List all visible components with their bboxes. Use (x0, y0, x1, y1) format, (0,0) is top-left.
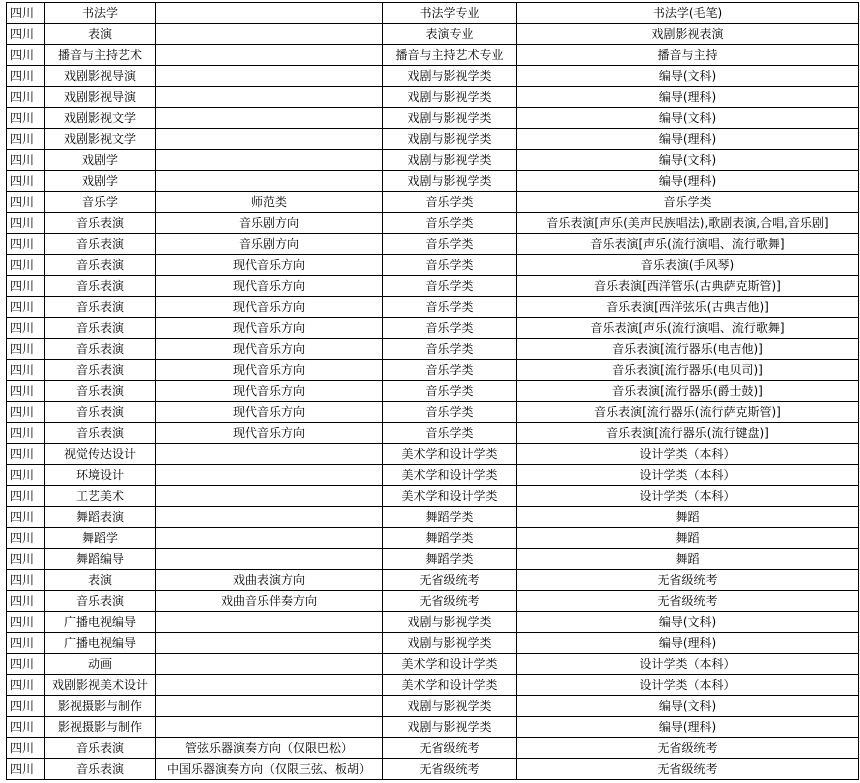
province-cell: 四川 (7, 24, 45, 45)
major-cell: 音乐表演 (45, 402, 156, 423)
category-cell: 美术学和设计学类 (383, 654, 517, 675)
direction-cell: 音乐剧方向 (156, 213, 383, 234)
category-cell: 无省级统考 (383, 759, 517, 780)
category-cell: 戏剧与影视学类 (383, 87, 517, 108)
exam-cell: 无省级统考 (517, 591, 859, 612)
category-cell: 表演专业 (383, 24, 517, 45)
category-cell: 音乐学类 (383, 423, 517, 444)
province-cell: 四川 (7, 276, 45, 297)
table-row (7, 339, 859, 360)
table-row (7, 24, 859, 45)
major-cell: 音乐表演 (45, 423, 156, 444)
major-cell: 戏剧影视导演 (45, 87, 156, 108)
exam-cell: 无省级统考 (517, 759, 859, 780)
table-row (7, 381, 859, 402)
table-row (7, 45, 859, 66)
province-cell: 四川 (7, 255, 45, 276)
province-cell: 四川 (7, 696, 45, 717)
direction-cell (156, 654, 383, 675)
category-cell: 音乐学类 (383, 192, 517, 213)
direction-cell (156, 465, 383, 486)
exam-cell: 设计学类（本科） (517, 675, 859, 696)
exam-cell: 音乐学类 (517, 192, 859, 213)
exam-cell: 设计学类（本科） (517, 654, 859, 675)
province-cell: 四川 (7, 213, 45, 234)
exam-cell: 音乐表演[流行器乐(电吉他)] (517, 339, 859, 360)
major-cell: 音乐表演 (45, 255, 156, 276)
exam-cell: 编导(理科) (517, 129, 859, 150)
major-cell: 广播电视编导 (45, 633, 156, 654)
major-cell: 书法学 (45, 3, 156, 24)
category-cell: 美术学和设计学类 (383, 444, 517, 465)
category-cell: 舞蹈学类 (383, 507, 517, 528)
province-cell: 四川 (7, 171, 45, 192)
exam-cell: 编导(文科) (517, 66, 859, 87)
province-cell: 四川 (7, 381, 45, 402)
major-cell: 表演 (45, 570, 156, 591)
table-row (7, 192, 859, 213)
table-row (7, 318, 859, 339)
direction-cell: 现代音乐方向 (156, 255, 383, 276)
category-cell: 美术学和设计学类 (383, 675, 517, 696)
exam-cell: 设计学类（本科） (517, 444, 859, 465)
exam-cell: 音乐表演[流行器乐(流行键盘)] (517, 423, 859, 444)
direction-cell: 现代音乐方向 (156, 381, 383, 402)
direction-cell: 现代音乐方向 (156, 402, 383, 423)
province-cell: 四川 (7, 486, 45, 507)
major-cell: 音乐表演 (45, 318, 156, 339)
category-cell: 戏剧与影视学类 (383, 696, 517, 717)
province-cell: 四川 (7, 3, 45, 24)
direction-cell: 现代音乐方向 (156, 297, 383, 318)
major-cell: 播音与主持艺术 (45, 45, 156, 66)
major-cell: 舞蹈学 (45, 528, 156, 549)
province-cell: 四川 (7, 339, 45, 360)
exam-cell: 音乐表演(手风琴) (517, 255, 859, 276)
direction-cell (156, 66, 383, 87)
category-cell: 舞蹈学类 (383, 549, 517, 570)
table-row (7, 528, 859, 549)
direction-cell (156, 444, 383, 465)
direction-cell: 师范类 (156, 192, 383, 213)
category-cell: 音乐学类 (383, 381, 517, 402)
exam-cell: 编导(理科) (517, 87, 859, 108)
exam-cell: 无省级统考 (517, 738, 859, 759)
province-cell: 四川 (7, 528, 45, 549)
province-cell: 四川 (7, 423, 45, 444)
province-cell: 四川 (7, 654, 45, 675)
category-cell: 音乐学类 (383, 318, 517, 339)
table-row (7, 66, 859, 87)
province-cell: 四川 (7, 318, 45, 339)
table-body (7, 3, 859, 780)
province-cell: 四川 (7, 402, 45, 423)
table-row (7, 234, 859, 255)
province-cell: 四川 (7, 234, 45, 255)
direction-cell (156, 633, 383, 654)
direction-cell: 现代音乐方向 (156, 318, 383, 339)
province-cell: 四川 (7, 549, 45, 570)
major-cell: 音乐学 (45, 192, 156, 213)
category-cell: 无省级统考 (383, 570, 517, 591)
table-row (7, 3, 859, 24)
direction-cell: 现代音乐方向 (156, 276, 383, 297)
category-cell: 戏剧与影视学类 (383, 150, 517, 171)
table-row (7, 633, 859, 654)
direction-cell (156, 171, 383, 192)
exam-cell: 编导(文科) (517, 150, 859, 171)
major-cell: 戏剧影视文学 (45, 129, 156, 150)
province-cell: 四川 (7, 591, 45, 612)
table-row (7, 150, 859, 171)
exam-cell: 音乐表演[声乐(美声民族唱法),歌剧表演,合唱,音乐剧] (517, 213, 859, 234)
table-row (7, 255, 859, 276)
major-cell: 音乐表演 (45, 276, 156, 297)
direction-cell: 管弦乐器演奏方向（仅限巴松） (156, 738, 383, 759)
major-cell: 音乐表演 (45, 213, 156, 234)
table-row (7, 171, 859, 192)
table-row (7, 129, 859, 150)
direction-cell (156, 486, 383, 507)
category-cell: 书法学专业 (383, 3, 517, 24)
province-cell: 四川 (7, 465, 45, 486)
table-row (7, 507, 859, 528)
category-cell: 无省级统考 (383, 591, 517, 612)
category-cell: 戏剧与影视学类 (383, 66, 517, 87)
major-cell: 音乐表演 (45, 381, 156, 402)
table-row (7, 738, 859, 759)
major-cell: 音乐表演 (45, 339, 156, 360)
exam-cell: 舞蹈 (517, 549, 859, 570)
major-cell: 戏剧影视美术设计 (45, 675, 156, 696)
province-cell: 四川 (7, 87, 45, 108)
major-cell: 戏剧影视文学 (45, 108, 156, 129)
direction-cell (156, 696, 383, 717)
category-cell: 音乐学类 (383, 255, 517, 276)
major-cell: 戏剧学 (45, 171, 156, 192)
exam-cell: 音乐表演[流行器乐(流行萨克斯管)] (517, 402, 859, 423)
province-cell: 四川 (7, 360, 45, 381)
category-cell: 音乐学类 (383, 234, 517, 255)
category-cell: 音乐学类 (383, 402, 517, 423)
province-cell: 四川 (7, 612, 45, 633)
category-cell: 音乐学类 (383, 276, 517, 297)
major-cell: 舞蹈表演 (45, 507, 156, 528)
major-cell: 广播电视编导 (45, 612, 156, 633)
table-row (7, 612, 859, 633)
province-cell: 四川 (7, 192, 45, 213)
major-cell: 动画 (45, 654, 156, 675)
major-cell: 表演 (45, 24, 156, 45)
major-cell: 音乐表演 (45, 738, 156, 759)
table-row (7, 213, 859, 234)
direction-cell (156, 549, 383, 570)
exam-cell: 编导(文科) (517, 696, 859, 717)
table-row (7, 549, 859, 570)
major-cell: 音乐表演 (45, 360, 156, 381)
table-row (7, 423, 859, 444)
table-row (7, 654, 859, 675)
exam-cell: 书法学(毛笔) (517, 3, 859, 24)
category-cell: 播音与主持艺术专业 (383, 45, 517, 66)
province-cell: 四川 (7, 633, 45, 654)
province-cell: 四川 (7, 66, 45, 87)
table-row (7, 486, 859, 507)
table-row (7, 108, 859, 129)
table-row (7, 759, 859, 780)
direction-cell (156, 24, 383, 45)
province-cell: 四川 (7, 717, 45, 738)
category-cell: 音乐学类 (383, 213, 517, 234)
table-row (7, 402, 859, 423)
direction-cell (156, 3, 383, 24)
province-cell: 四川 (7, 297, 45, 318)
direction-cell (156, 717, 383, 738)
exam-cell: 音乐表演[流行器乐(爵士鼓)] (517, 381, 859, 402)
category-cell: 戏剧与影视学类 (383, 129, 517, 150)
direction-cell: 音乐剧方向 (156, 234, 383, 255)
exam-cell: 设计学类（本科） (517, 465, 859, 486)
province-cell: 四川 (7, 570, 45, 591)
major-cell: 戏剧学 (45, 150, 156, 171)
exam-cell: 音乐表演[声乐(流行演唱、流行歌舞] (517, 234, 859, 255)
direction-cell: 戏曲音乐伴奏方向 (156, 591, 383, 612)
major-cell: 环境设计 (45, 465, 156, 486)
exam-cell: 编导(理科) (517, 171, 859, 192)
exam-cell: 音乐表演[西洋弦乐(古典吉他)] (517, 297, 859, 318)
province-cell: 四川 (7, 108, 45, 129)
province-cell: 四川 (7, 759, 45, 780)
table-row (7, 717, 859, 738)
table-row (7, 444, 859, 465)
table-row (7, 696, 859, 717)
direction-cell: 现代音乐方向 (156, 360, 383, 381)
exam-cell: 播音与主持 (517, 45, 859, 66)
category-cell: 音乐学类 (383, 360, 517, 381)
direction-cell (156, 612, 383, 633)
exam-cell: 编导(文科) (517, 108, 859, 129)
category-cell: 戏剧与影视学类 (383, 171, 517, 192)
direction-cell: 戏曲表演方向 (156, 570, 383, 591)
province-cell: 四川 (7, 444, 45, 465)
exam-cell: 编导(文科) (517, 612, 859, 633)
direction-cell (156, 87, 383, 108)
direction-cell (156, 150, 383, 171)
exam-cell: 无省级统考 (517, 570, 859, 591)
table-row (7, 675, 859, 696)
major-cell: 影视摄影与制作 (45, 717, 156, 738)
exam-cell: 舞蹈 (517, 507, 859, 528)
table-row (7, 297, 859, 318)
category-cell: 戏剧与影视学类 (383, 612, 517, 633)
exam-cell: 编导(理科) (517, 633, 859, 654)
exam-cell: 音乐表演[西洋管乐(古典萨克斯管)] (517, 276, 859, 297)
major-cell: 影视摄影与制作 (45, 696, 156, 717)
category-cell: 舞蹈学类 (383, 528, 517, 549)
exam-cell: 音乐表演[流行器乐(电贝司)] (517, 360, 859, 381)
major-cell: 音乐表演 (45, 234, 156, 255)
direction-cell (156, 507, 383, 528)
category-cell: 音乐学类 (383, 297, 517, 318)
major-cell: 音乐表演 (45, 759, 156, 780)
admission-table (6, 2, 859, 780)
major-cell: 戏剧影视导演 (45, 66, 156, 87)
province-cell: 四川 (7, 738, 45, 759)
direction-cell (156, 528, 383, 549)
exam-cell: 舞蹈 (517, 528, 859, 549)
table-row (7, 465, 859, 486)
table-row (7, 591, 859, 612)
province-cell: 四川 (7, 45, 45, 66)
category-cell: 戏剧与影视学类 (383, 633, 517, 654)
direction-cell (156, 129, 383, 150)
major-cell: 音乐表演 (45, 591, 156, 612)
province-cell: 四川 (7, 675, 45, 696)
province-cell: 四川 (7, 507, 45, 528)
direction-cell: 中国乐器演奏方向（仅限三弦、板胡） (156, 759, 383, 780)
exam-cell: 戏剧影视表演 (517, 24, 859, 45)
category-cell: 美术学和设计学类 (383, 486, 517, 507)
direction-cell (156, 45, 383, 66)
major-cell: 舞蹈编导 (45, 549, 156, 570)
table-row (7, 87, 859, 108)
exam-cell: 设计学类（本科） (517, 486, 859, 507)
table-row (7, 360, 859, 381)
direction-cell: 现代音乐方向 (156, 423, 383, 444)
major-cell: 视觉传达设计 (45, 444, 156, 465)
category-cell: 无省级统考 (383, 738, 517, 759)
major-cell: 音乐表演 (45, 297, 156, 318)
table-row (7, 570, 859, 591)
province-cell: 四川 (7, 129, 45, 150)
direction-cell: 现代音乐方向 (156, 339, 383, 360)
major-cell: 工艺美术 (45, 486, 156, 507)
exam-cell: 编导(理科) (517, 717, 859, 738)
direction-cell (156, 108, 383, 129)
category-cell: 音乐学类 (383, 339, 517, 360)
category-cell: 戏剧与影视学类 (383, 108, 517, 129)
direction-cell (156, 675, 383, 696)
category-cell: 戏剧与影视学类 (383, 717, 517, 738)
exam-cell: 音乐表演[声乐(流行演唱、流行歌舞] (517, 318, 859, 339)
category-cell: 美术学和设计学类 (383, 465, 517, 486)
table-row (7, 276, 859, 297)
province-cell: 四川 (7, 150, 45, 171)
